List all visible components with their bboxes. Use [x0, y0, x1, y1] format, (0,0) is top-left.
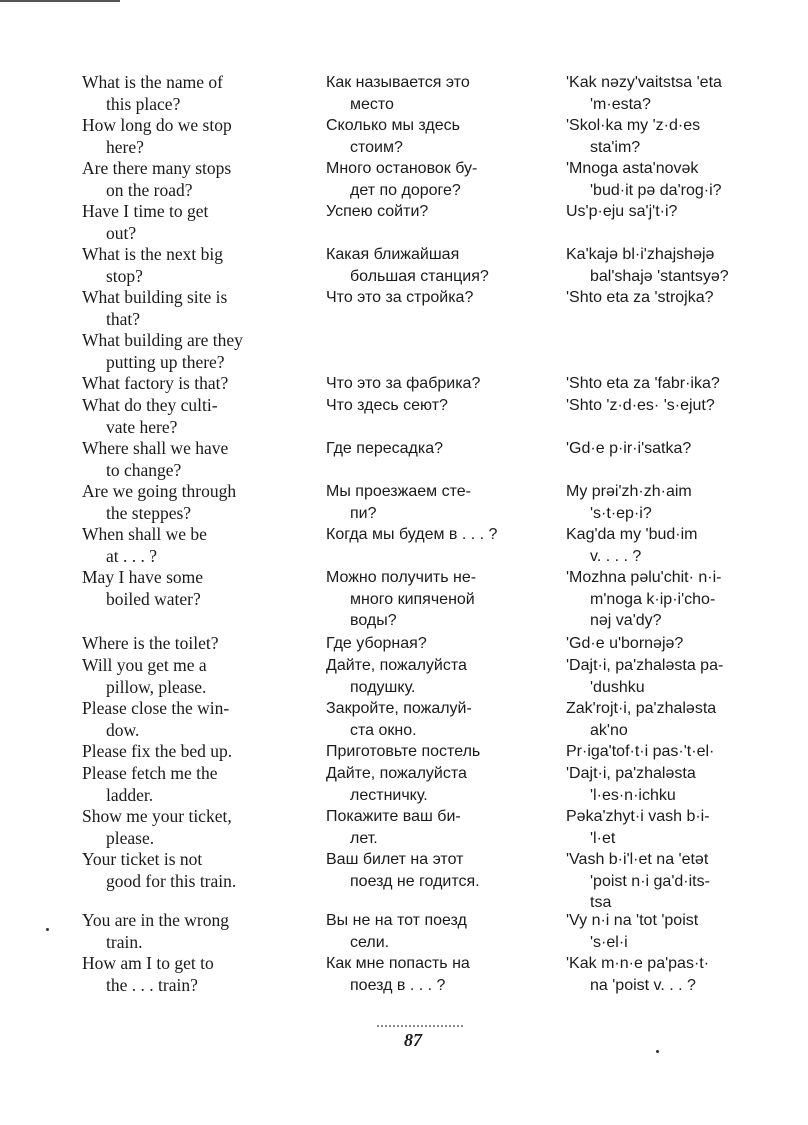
russian-phrase-line: Какая ближайшая	[326, 246, 460, 263]
transliteration-phrase-line: 'l·et	[590, 829, 616, 847]
russian-phrase-line: воды?	[350, 612, 397, 629]
transliteration-phrase	[566, 763, 766, 806]
english-phrase-line: putting up there?	[106, 351, 225, 372]
russian-phrase	[326, 910, 520, 953]
english-phrase-line: this place?	[106, 93, 181, 114]
english-phrase	[82, 741, 280, 763]
russian-phrase-line: сели.	[350, 933, 390, 951]
russian-phrase	[326, 524, 520, 546]
english-phrase-line: that?	[106, 308, 141, 329]
transliteration-phrase	[566, 287, 766, 309]
transliteration-phrase	[566, 481, 766, 524]
english-phrase	[82, 244, 280, 287]
english-phrase-line: Are there many stops	[82, 158, 232, 178]
russian-phrase-line: Можно получить не-	[326, 569, 477, 586]
transliteration-phrase-line: 'poist n·i ga'd·its-	[590, 872, 710, 890]
transliteration-phrase-line: 'm·esta?	[590, 95, 651, 113]
russian-phrase-line: ста окно.	[350, 721, 417, 739]
english-phrase-line: What is the name of	[82, 72, 223, 92]
transliteration-phrase-line: na 'poist v. . . ?	[590, 976, 696, 994]
english-phrase-line: the . . . train?	[106, 974, 198, 995]
transliteration-phrase	[566, 633, 766, 655]
english-phrase-line: the steppes?	[106, 502, 192, 523]
russian-phrase	[326, 373, 520, 395]
russian-phrase	[326, 953, 520, 996]
transliteration-phrase-line: m'noga k·ip·i'cho-	[590, 590, 716, 608]
english-phrase-line: Where shall we have	[82, 438, 229, 458]
transliteration-phrase-line: 's·t·ep·i?	[590, 504, 652, 522]
transliteration-phrase	[566, 741, 766, 763]
top-edge-rule	[0, 0, 120, 2]
english-phrase	[82, 72, 280, 115]
russian-phrase-line: Где пересадка?	[326, 440, 444, 457]
english-phrase-line: May I have some	[82, 567, 204, 587]
transliteration-phrase-line: 'l·es·n·ichku	[590, 786, 676, 804]
russian-phrase-line: подушку.	[350, 678, 416, 696]
english-phrase	[82, 524, 280, 567]
transliteration-phrase	[566, 910, 766, 953]
english-phrase	[82, 567, 280, 610]
russian-phrase	[326, 849, 520, 892]
russian-phrase-line: Много остановок бу-	[326, 160, 478, 177]
english-phrase-line: Please fix the bed up.	[82, 741, 233, 761]
english-phrase-line: ladder.	[106, 784, 154, 805]
english-phrase-line: How am I to get to	[82, 953, 214, 973]
russian-phrase-line: поезд в . . . ?	[350, 976, 446, 994]
transliteration-phrase-line: 'Shto eta za 'fabr·ika?	[566, 375, 720, 392]
english-phrase-line: Please close the win-	[82, 698, 230, 718]
english-phrase-line: on the road?	[106, 179, 193, 200]
transliteration-phrase-line: 'Mozhna pəlu'chit· n·i-	[566, 569, 722, 586]
transliteration-phrase-line: 'Kak nəzy'vaitstsa 'eta	[566, 74, 722, 91]
transliteration-phrase	[566, 115, 766, 158]
english-phrase-line: Show me your ticket,	[82, 806, 232, 826]
russian-phrase-line: Закройте, пожалуй-	[326, 700, 472, 717]
transliteration-phrase-line: v. . . . ?	[590, 547, 642, 565]
russian-phrase-line: дет по дороге?	[350, 181, 461, 199]
english-phrase	[82, 481, 280, 524]
russian-phrase-line: Дайте, пожалуйста	[326, 765, 467, 782]
transliteration-phrase-line: 'Gd·e p·ir·i'satka?	[566, 440, 692, 457]
transliteration-phrase	[566, 72, 766, 115]
transliteration-phrase-line: 'Vy n·i na 'tot 'poist	[566, 912, 699, 929]
russian-phrase	[326, 395, 520, 417]
russian-phrase	[326, 763, 520, 806]
page-number: 87	[404, 1030, 422, 1050]
transliteration-phrase-line: Pəka'zhyt·i vash b·i-	[566, 808, 710, 825]
transliteration-phrase-line: 'Skol·ka my 'z·d·es	[566, 117, 701, 134]
english-phrase-line: When shall we be	[82, 524, 207, 544]
english-phrase-line: good for this train.	[106, 870, 237, 891]
english-phrase-line: vate here?	[106, 416, 178, 437]
english-phrase	[82, 806, 280, 849]
english-phrase	[82, 287, 280, 330]
russian-phrase-line: Как мне попасть на	[326, 955, 470, 972]
transliteration-phrase-line: My prəi'zh·zh·aim	[566, 483, 692, 500]
russian-phrase-line: Сколько мы здесь	[326, 117, 460, 134]
transliteration-phrase	[566, 524, 766, 567]
transliteration-phrase-line: 'bud·it pə da'rog·i?	[590, 181, 722, 199]
transliteration-phrase	[566, 373, 766, 395]
english-phrase-line: What building site is	[82, 287, 228, 307]
transliteration-phrase-line: 's·el·i	[590, 933, 628, 951]
margin-speck	[46, 928, 49, 931]
russian-phrase	[326, 567, 520, 632]
russian-phrase	[326, 201, 520, 223]
russian-phrase-line: Приготовьте постель	[326, 743, 481, 760]
transliteration-phrase-line: 'dushku	[590, 678, 645, 696]
transliteration-phrase	[566, 806, 766, 849]
english-phrase-line: What building are they	[82, 330, 243, 350]
transliteration-phrase-line: 'Dajt·i, pa'zhaləsta	[566, 765, 696, 782]
transliteration-phrase	[566, 655, 766, 698]
russian-phrase-line: поезд не годится.	[350, 872, 480, 890]
english-phrase-line: Please fetch me the	[82, 763, 218, 783]
english-phrase	[82, 330, 280, 373]
transliteration-phrase	[566, 395, 766, 417]
transliteration-phrase	[566, 953, 766, 996]
margin-speck	[656, 1050, 659, 1053]
english-phrase-line: to change?	[106, 459, 182, 480]
russian-phrase-line: много кипяченой	[350, 590, 475, 608]
english-phrase	[82, 201, 280, 244]
russian-phrase	[326, 741, 520, 763]
english-phrase-line: Have I time to get	[82, 201, 209, 221]
english-phrase-line: at . . . ?	[106, 545, 158, 566]
transliteration-phrase-line: Ka'kajə bl·i'zhajshəjə	[566, 246, 715, 263]
transliteration-phrase-line: 'Vash b·i'l·et na 'etət	[566, 851, 709, 868]
transliteration-phrase-line: Zak'rojt·i, pa'zhaləsta	[566, 700, 717, 717]
russian-phrase-line: Ваш билет на этот	[326, 851, 464, 868]
transliteration-phrase	[566, 158, 766, 201]
transliteration-phrase-line: 'Mnoga asta'novək	[566, 160, 699, 177]
transliteration-phrase	[566, 698, 766, 741]
transliteration-phrase-line: nəj va'dy?	[590, 612, 662, 629]
russian-phrase	[326, 244, 520, 287]
english-phrase-line: here?	[106, 136, 144, 157]
english-phrase	[82, 698, 280, 741]
russian-phrase	[326, 655, 520, 698]
russian-phrase-line: место	[350, 95, 394, 113]
english-phrase-line: dow.	[106, 719, 140, 740]
transliteration-phrase-line: 'Shto eta za 'strojka?	[566, 289, 714, 306]
english-phrase-line: stop?	[106, 265, 143, 286]
transliteration-phrase-line: 'Gd·e u'bornəjə?	[566, 635, 684, 652]
russian-phrase-line: Что это за стройка?	[326, 289, 474, 306]
english-phrase-line: please.	[106, 827, 155, 848]
russian-phrase	[326, 806, 520, 849]
english-phrase	[82, 115, 280, 158]
transliteration-phrase-line: sta'im?	[590, 138, 641, 156]
transliteration-phrase	[566, 849, 766, 914]
english-phrase	[82, 633, 280, 655]
english-phrase	[82, 910, 280, 953]
transliteration-phrase	[566, 567, 766, 632]
transliteration-phrase-line: Pr·iga'tof·t·i pas·'t·el·	[566, 743, 715, 760]
russian-phrase-line: Что здесь сеют?	[326, 397, 448, 414]
english-phrase-line: How long do we stop	[82, 115, 232, 135]
russian-phrase-line: Успею сойти?	[326, 203, 429, 220]
english-phrase-line: You are in the wrong	[82, 910, 229, 930]
russian-phrase	[326, 633, 520, 655]
english-phrase-line: boiled water?	[106, 588, 201, 609]
russian-phrase-line: Вы не на тот поезд	[326, 912, 467, 929]
transliteration-phrase-line: 'Dajt·i, pa'zhaləsta pa-	[566, 657, 724, 674]
english-phrase-line: out?	[106, 222, 137, 243]
transliteration-phrase-line: Us'p·eju sa'j't·i?	[566, 203, 678, 220]
english-phrase-line: Where is the toilet?	[82, 633, 219, 653]
english-phrase	[82, 655, 280, 698]
russian-phrase-line: Где уборная?	[326, 635, 427, 652]
russian-phrase-line: Как называется это	[326, 74, 470, 91]
english-phrase	[82, 438, 280, 481]
transliteration-phrase-line: bal'shajə 'stantsyə?	[590, 267, 729, 285]
english-phrase-line: Are we going through	[82, 481, 237, 501]
russian-phrase-line: лестничку.	[350, 786, 428, 804]
english-phrase	[82, 953, 280, 996]
english-phrase	[82, 158, 280, 201]
russian-phrase-line: стоим?	[350, 138, 403, 156]
russian-phrase	[326, 438, 520, 460]
russian-phrase	[326, 698, 520, 741]
transliteration-phrase	[566, 244, 766, 287]
transliteration-phrase-line: ak'no	[590, 721, 628, 739]
english-phrase-line: Your ticket is not	[82, 849, 203, 869]
english-phrase	[82, 395, 280, 438]
footer-rule	[377, 1025, 463, 1027]
transliteration-phrase-line: tsa	[590, 894, 612, 911]
russian-phrase	[326, 158, 520, 201]
english-phrase-line: What do they culti-	[82, 395, 218, 415]
russian-phrase	[326, 115, 520, 158]
transliteration-phrase	[566, 438, 766, 460]
english-phrase-line: train.	[106, 931, 143, 952]
russian-phrase-line: Покажите ваш би-	[326, 808, 461, 825]
russian-phrase-line: большая станция?	[350, 267, 489, 285]
english-phrase	[82, 763, 280, 806]
english-phrase	[82, 849, 280, 892]
russian-phrase-line: лет.	[350, 829, 378, 847]
english-phrase-line: What factory is that?	[82, 373, 229, 393]
transliteration-phrase	[566, 201, 766, 223]
russian-phrase	[326, 287, 520, 309]
english-phrase-line: pillow, please.	[106, 676, 207, 697]
russian-phrase	[326, 481, 520, 524]
russian-phrase-line: Когда мы будем в . . . ?	[326, 526, 498, 543]
english-phrase-line: What is the next big	[82, 244, 223, 264]
transliteration-phrase-line: 'Kak m·n·e pa'pas·t·	[566, 955, 710, 972]
transliteration-phrase-line: 'Shto 'z·d·es· 's·ejut?	[566, 397, 715, 414]
russian-phrase-line: Дайте, пожалуйста	[326, 657, 467, 674]
russian-phrase-line: Что это за фабрика?	[326, 375, 481, 392]
russian-phrase	[326, 72, 520, 115]
english-phrase-line: Will you get me a	[82, 655, 207, 675]
russian-phrase-line: пи?	[350, 504, 377, 522]
english-phrase	[82, 373, 280, 395]
russian-phrase-line: Мы проезжаем сте-	[326, 483, 471, 500]
transliteration-phrase-line: Kag'da my 'bud·im	[566, 526, 698, 543]
